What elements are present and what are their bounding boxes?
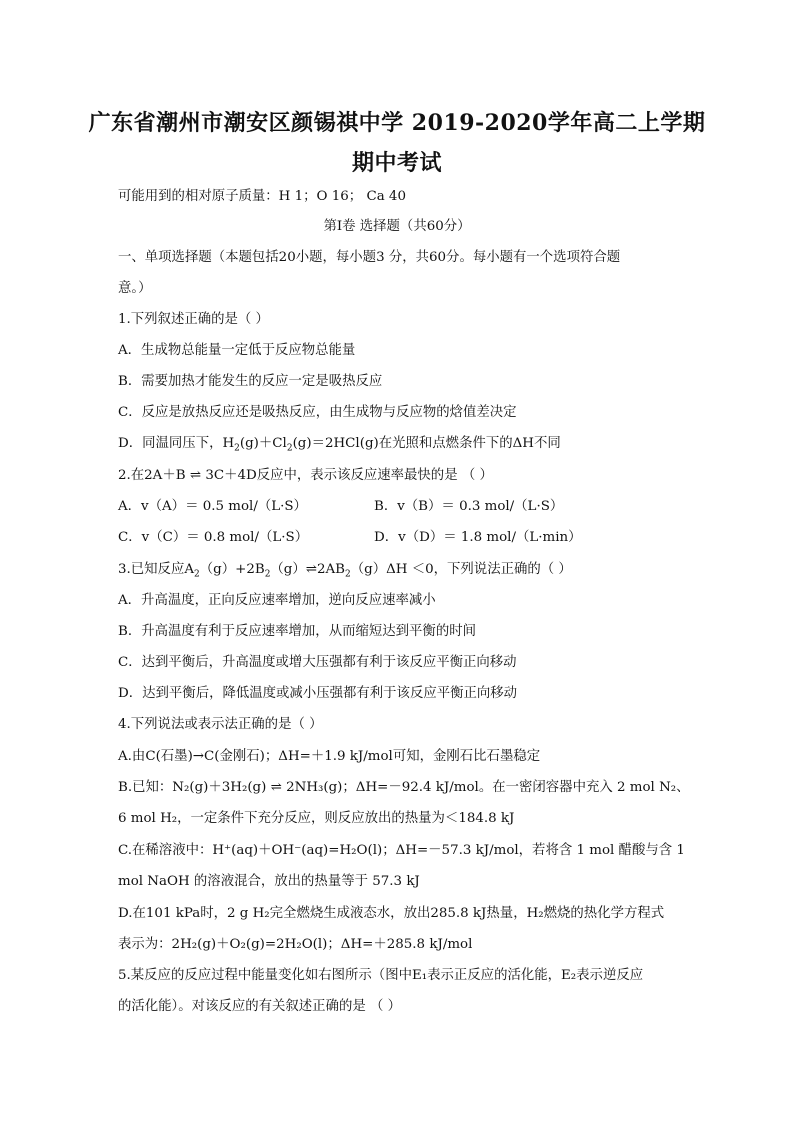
q1-option-d <box>118 435 678 458</box>
q3-stem-part-2: （g）+2B <box>199 562 265 577</box>
q5-stem-line-1: 5.某反应的反应过程中能量变化如右图所示（图中E₁表示正反应的活化能，E₂表示逆反应 <box>118 968 644 983</box>
q4-option-d-line-2: 表示为：2H₂(g)＋O₂(g)=2H₂O(l)；ΔH=＋285.8 kJ/mol <box>118 937 473 952</box>
q1-option-a: A．生成物总能量一定低于反应物总能量 <box>118 343 356 358</box>
q2-option-d: D．v（D）＝ 1.8 mol/（L·min） <box>374 530 582 545</box>
q3-option-b: B．升高温度有利于反应速率增加，从而缩短达到平衡的时间 <box>118 624 476 639</box>
q4-stem: 4.下列说法或表示法正确的是（ ） <box>118 717 323 732</box>
q3-sub-2: 2 <box>264 569 271 580</box>
q4-option-b-line-2: 6 mol H₂，一定条件下充分反应，则反应放出的热量为＜184.8 kJ <box>118 811 515 826</box>
q4-option-d-line-1: D.在101 kPa时，2 g H₂完全燃烧生成液态水，放出285.8 kJ热量，H₂燃烧的热化学方程式 <box>118 906 665 921</box>
q3-option-d: D．达到平衡后，降低温度或减小压强都有利于该反应平衡正向移动 <box>118 686 518 701</box>
section-description-cont: 意。） <box>118 281 152 296</box>
q3-sub-3: 2 <box>345 569 351 580</box>
q1-d-part-2: (g)＋Cl <box>239 436 287 451</box>
q5-stem-line-2: 的活化能）。对该反应的有关叙述正确的是 （ ） <box>118 999 402 1014</box>
q4-option-c-line-1: C.在稀溶液中：H⁺(aq)＋OH⁻(aq)=H₂O(l)；ΔH=－57.3 kJ/mol，若将含 1 mol 醋酸与含 1 <box>118 843 685 858</box>
q4-option-c-line-2: mol NaOH 的溶液混合，放出的热量等于 57.3 kJ <box>118 874 420 889</box>
q3-sub-1: 2 <box>194 569 200 580</box>
q2-option-a: A．v（A）＝ 0.5 mol/（L·S） <box>118 499 307 514</box>
q1-d-sub-1: 2 <box>234 443 240 454</box>
q1-d-part-3: (g)＝2HCl(g)在光照和点燃条件下的ΔH不同 <box>292 436 561 451</box>
q3-option-a: A．升高温度，正向反应速率增加，逆向反应速率减小 <box>118 593 436 608</box>
q3-option-c: C．达到平衡后，升高温度或增大压强都有利于该反应平衡正向移动 <box>118 655 517 670</box>
q2-option-b: B．v（B）＝ 0.3 mol/（L·S） <box>374 499 564 514</box>
q2-stem: 2.在2A＋B ⇌ 3C＋4D反应中，表示该反应速率最快的是 （ ） <box>118 468 493 483</box>
section-description: 一、单项选择题（本题包括20小题，每小题3 分，共60分。每小题有一个选项符合题 <box>118 250 621 265</box>
q3-stem <box>118 561 678 584</box>
q1-stem: 1.下列叙述正确的是（ ） <box>118 312 269 327</box>
q1-d-sub-2: 2 <box>286 443 293 454</box>
atomic-mass-note: 可能用到的相对原子质量：H 1；O 16； Ca 40 <box>118 189 406 204</box>
doc-title-line-2: 期中考试 <box>351 150 442 176</box>
q3-stem-part-4: （g）ΔH ＜0，下列说法正确的（ ） <box>350 562 572 577</box>
q1-option-b: B．需要加热才能发生的反应一定是吸热反应 <box>118 374 383 389</box>
q4-option-b-line-1: B.已知：N₂(g)＋3H₂(g) ⇌ 2NH₃(g)；ΔH=－92.4 kJ/mol。在一密闭容器中充入 2 mol N₂、 <box>118 780 690 795</box>
q1-d-part-1: D．同温同压下，H <box>118 436 235 451</box>
q2-option-c: C．v（C）＝ 0.8 mol/（L·S） <box>118 530 309 545</box>
q4-option-a: A.由C(石墨)→C(金刚石)；ΔH=＋1.9 kJ/mol可知，金刚石比石墨稳定 <box>118 749 541 764</box>
section-title: 第Ⅰ卷 选择题（共60分） <box>323 219 471 234</box>
doc-title-line-1: 广东省潮州市潮安区颜锡祺中学 2019-2020学年高二上学期 <box>88 110 706 136</box>
q3-stem-part-1: 3.已知反应A <box>118 562 195 577</box>
q1-option-c: C．反应是放热反应还是吸热反应，由生成物与反应物的焓值差决定 <box>118 405 517 420</box>
q3-stem-part-3: （g）⇌2AB <box>270 562 346 577</box>
